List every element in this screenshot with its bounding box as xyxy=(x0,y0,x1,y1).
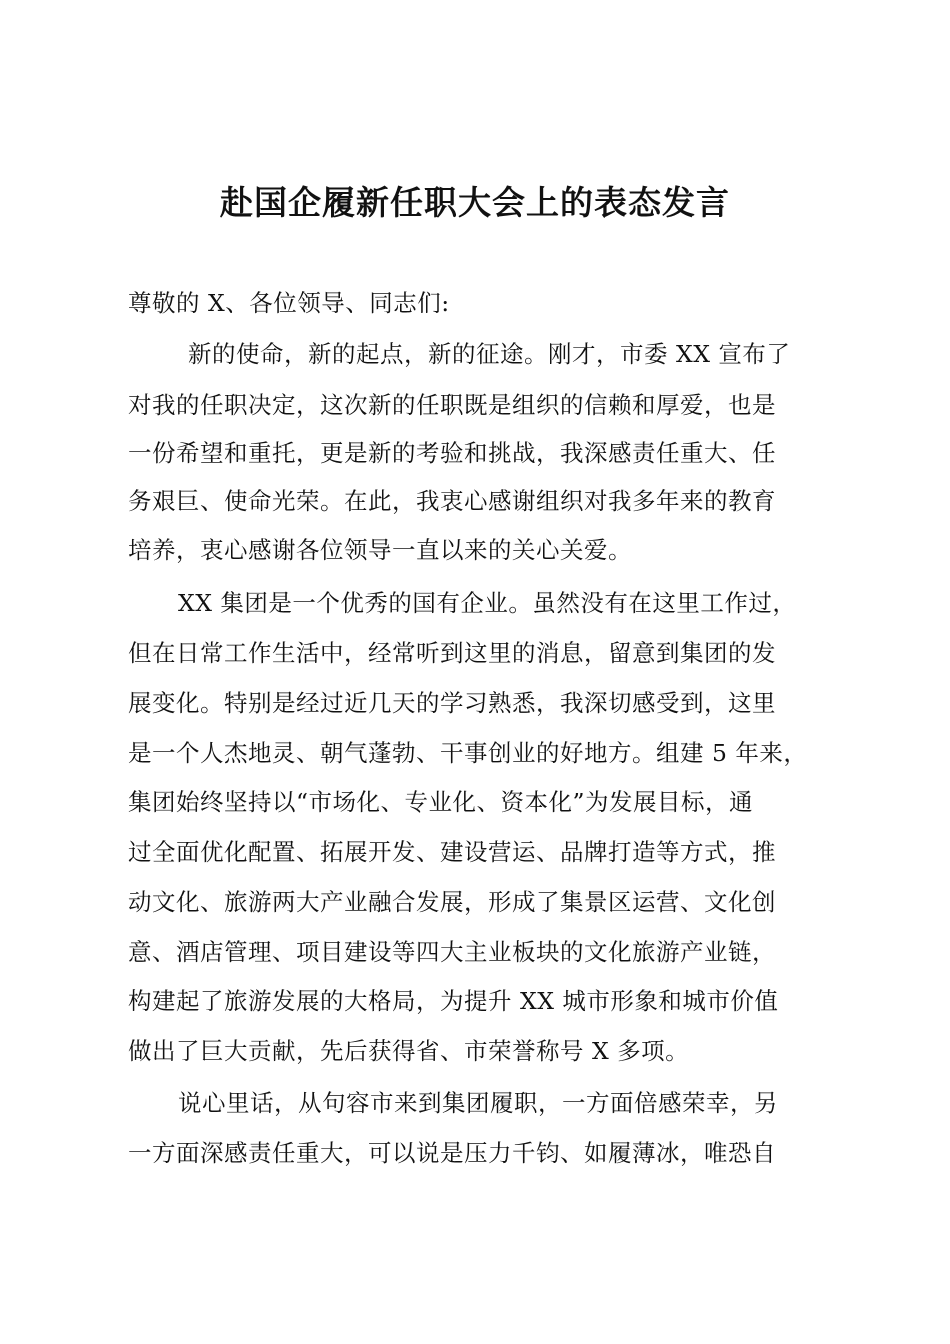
paragraph-line: 对我的任职决定，这次新的任职既是组织的信赖和厚爱，也是 xyxy=(128,391,776,419)
paragraph-line: 是一个人杰地灵、朝气蓬勃、干事创业的好地方。组建 5 年来， xyxy=(128,739,808,767)
paragraph-line: 构建起了旅游发展的大格局，为提升 XX 城市形象和城市价值 xyxy=(128,987,779,1015)
paragraph-line: 说心里话，从句容市来到集团履职，一方面倍感荣幸，另 xyxy=(178,1089,778,1117)
paragraph-line: 一方面深感责任重大，可以说是压力千钧、如履薄冰，唯恐自 xyxy=(128,1139,776,1167)
paragraph-line: 展变化。特别是经过近几天的学习熟悉，我深切感受到，这里 xyxy=(128,689,776,717)
paragraph-line: 意、酒店管理、项目建设等四大主业板块的文化旅游产业链， xyxy=(128,938,776,966)
paragraph-line: 培养，衷心感谢各位领导一直以来的关心关爱。 xyxy=(128,536,632,564)
paragraph-line: 新的使命，新的起点，新的征途。刚才，市委 XX 宣布了 xyxy=(188,340,791,368)
paragraph-line: 过全面优化配置、拓展开发、建设营运、品牌打造等方式，推 xyxy=(128,838,776,866)
paragraph-line: 一份希望和重托，更是新的考验和挑战，我深感责任重大、任 xyxy=(128,439,776,467)
paragraph-line: 务艰巨、使命光荣。在此，我衷心感谢组织对我多年来的教育 xyxy=(128,487,776,515)
paragraph-line: 做出了巨大贡献，先后获得省、市荣誉称号 X 多项。 xyxy=(128,1037,690,1065)
paragraph-line: 但在日常工作生活中，经常听到这里的消息，留意到集团的发 xyxy=(128,639,776,667)
paragraph-line: 动文化、旅游两大产业融合发展，形成了集景区运营、文化创 xyxy=(128,888,776,916)
paragraph-line: XX 集团是一个优秀的国有企业。虽然没有在这里工作过， xyxy=(178,589,797,617)
document-title: 赴国企履新任职大会上的表态发言 xyxy=(220,183,730,222)
salutation: 尊敬的 X、各位领导、同志们: xyxy=(128,289,450,317)
paragraph-line: 集团始终坚持以“市场化、专业化、资本化”为发展目标，通 xyxy=(128,788,754,816)
